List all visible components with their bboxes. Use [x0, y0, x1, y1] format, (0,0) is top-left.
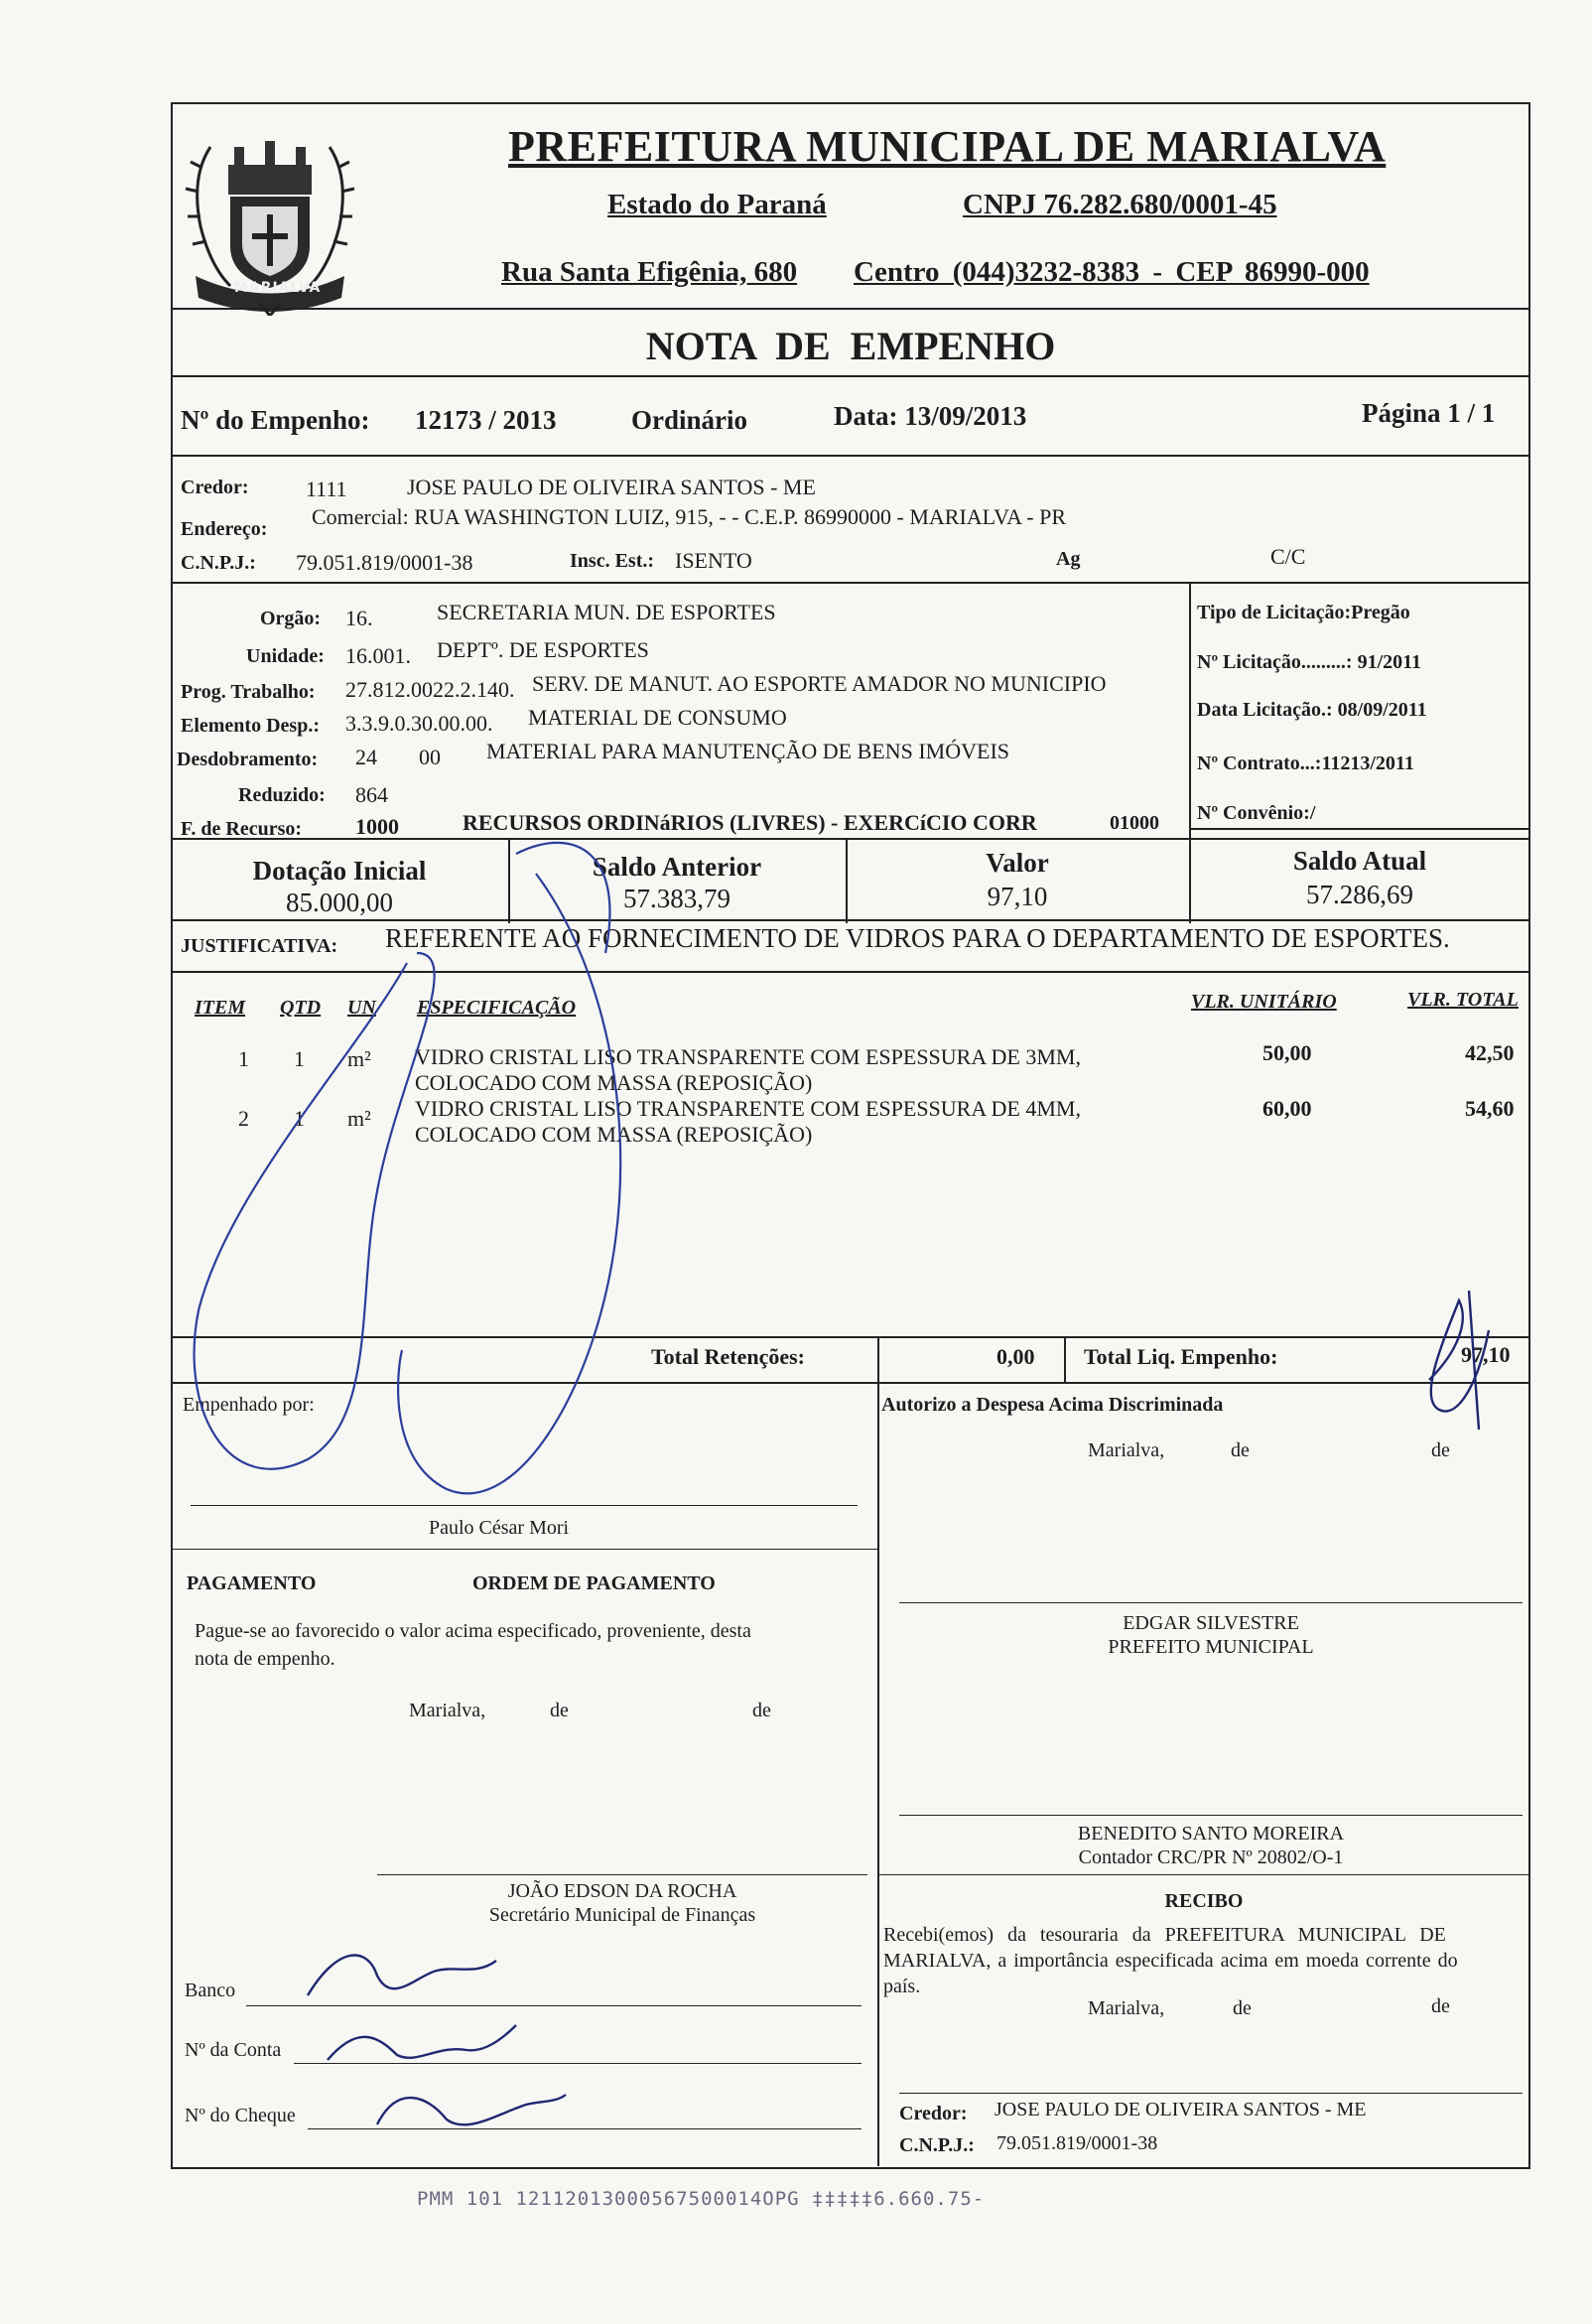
- row-item: 2: [238, 1106, 249, 1131]
- justificativa-text: REFERENTE AO FORNECIMENTO DE VIDROS PARA O DEPARTAMENTO DE ESPORTES.: [385, 923, 1450, 953]
- banco-label: Banco: [185, 1980, 236, 2001]
- pagamento-city: Marialva,: [409, 1700, 486, 1721]
- recibo-text-1: Recebi(emos) da tesouraria da PREFEITURA MUNICIPAL DE: [883, 1924, 1446, 1946]
- recibo-de-2: de: [1431, 1995, 1450, 2017]
- recurso-code: 1000: [355, 814, 399, 839]
- retencoes-label: Total Retenções:: [651, 1344, 805, 1369]
- secretario-name: JOÃO EDSON DA ROCHA: [507, 1880, 737, 1902]
- insc-label: Insc. Est.:: [570, 550, 655, 572]
- ag-label: Ag: [1056, 548, 1081, 570]
- contador-name: BENEDITO SANTO MOREIRA: [1077, 1823, 1345, 1845]
- recibo-text-2: MARIALVA, a importância especificada acima em moeda corrente do: [883, 1950, 1458, 1972]
- valor-label: Valor: [986, 848, 1049, 878]
- orgao-code: 16.: [345, 606, 373, 630]
- row-spec-line2: COLOCADO COM MASSA (REPOSIÇÃO): [415, 1122, 813, 1147]
- col-total-value: VLR. TOTAL: [1407, 989, 1519, 1011]
- row-spec-line2: COLOCADO COM MASSA (REPOSIÇÃO): [415, 1070, 813, 1095]
- retencoes-value: 0,00: [996, 1344, 1035, 1369]
- row-total-value: 42,50: [1465, 1040, 1515, 1065]
- pague-text-2: nota de empenho.: [195, 1648, 335, 1670]
- conta-label: Nº da Conta: [185, 2039, 282, 2061]
- liq-label: Total Liq. Empenho:: [1084, 1344, 1278, 1369]
- pagamento-de-2: de: [752, 1700, 771, 1721]
- orgao-name: SECRETARIA MUN. DE ESPORTES: [437, 600, 776, 624]
- row-qtd: 1: [294, 1106, 305, 1131]
- authorize-de-2: de: [1431, 1439, 1450, 1461]
- reduzido-value: 864: [355, 782, 388, 807]
- desdobramento-code: 24: [355, 745, 377, 769]
- numero-licitacao: Nº Licitação.........: 91/2011: [1197, 651, 1422, 673]
- authorize-city: Marialva,: [1088, 1439, 1165, 1461]
- empenhado-signer: Paulo César Mori: [429, 1517, 570, 1539]
- col-qtd: QTD: [280, 997, 322, 1019]
- valor-value: 97,10: [987, 882, 1048, 911]
- prog-label: Prog. Trabalho:: [181, 681, 316, 703]
- col-unit-value: VLR. UNITÁRIO: [1191, 991, 1337, 1013]
- unidade-name: DEPTº. DE ESPORTES: [437, 637, 649, 662]
- pague-text-1: Pague-se ao favorecido o valor acima especificado, proveniente, desta: [195, 1620, 751, 1642]
- pagamento-de-1: de: [550, 1700, 569, 1721]
- empenho-number: 12173 / 2013: [415, 405, 557, 435]
- crest-motto: MARIALVA: [234, 280, 322, 296]
- row-total-value: 54,60: [1465, 1096, 1515, 1121]
- autorizo-text: Autorizo a Despesa Acima Discriminada: [881, 1394, 1224, 1416]
- cnpj-label: C.N.P.J.:: [181, 552, 256, 574]
- page-number: Página 1 / 1: [1362, 398, 1496, 428]
- saldo-anterior-label: Saldo Anterior: [592, 852, 762, 882]
- empenhado-label: Empenhado por:: [183, 1394, 315, 1416]
- elemento-name: MATERIAL DE CONSUMO: [528, 705, 787, 730]
- numero-convenio: Nº Convênio:/: [1197, 802, 1316, 824]
- credor-label: Credor:: [181, 477, 249, 498]
- credor-address: Comercial: RUA WASHINGTON LUIZ, 915, - - C.E.P. 86990000 - MARIALVA - PR: [312, 504, 1067, 529]
- numero-contrato: Nº Contrato...:11213/2011: [1197, 752, 1414, 774]
- header-cnpj: CNPJ 76.282.680/0001-45: [963, 189, 1277, 220]
- row-spec-line1: VIDRO CRISTAL LISO TRANSPARENTE COM ESPESSURA DE 4MM,: [415, 1096, 1081, 1121]
- row-unit-value: 50,00: [1262, 1040, 1312, 1065]
- prog-name: SERV. DE MANUT. AO ESPORTE AMADOR NO MUNICIPIO: [532, 671, 1107, 696]
- row-un: m²: [347, 1046, 371, 1071]
- tipo-licitacao: Tipo de Licitação:Pregão: [1197, 602, 1410, 623]
- data-licitacao: Data Licitação.: 08/09/2011: [1197, 699, 1427, 721]
- row-unit-value: 60,00: [1262, 1096, 1312, 1121]
- secretario-title: Secretário Municipal de Finanças: [488, 1904, 756, 1926]
- desdobramento-label: Desdobramento:: [177, 749, 319, 770]
- recibo-cnpj-label: C.N.P.J.:: [899, 2134, 975, 2156]
- col-item: ITEM: [195, 997, 246, 1019]
- desdobramento-sub: 00: [419, 745, 441, 769]
- unidade-label: Unidade:: [246, 645, 325, 667]
- authorize-de-1: de: [1231, 1439, 1250, 1461]
- signature-icon: [308, 1291, 1489, 2124]
- dotacao-label: Dotação Inicial: [252, 856, 427, 886]
- recibo-credor-name: JOSE PAULO DE OLIVEIRA SANTOS - ME: [995, 2099, 1367, 2120]
- insc-value: ISENTO: [675, 548, 752, 573]
- ordem-pagamento-label: ORDEM DE PAGAMENTO: [472, 1572, 716, 1594]
- pagamento-label: PAGAMENTO: [187, 1572, 317, 1594]
- document-title: NOTA DE EMPENHO: [645, 324, 1056, 368]
- saldo-atual-value: 57.286,69: [1306, 880, 1413, 909]
- row-un: m²: [347, 1106, 371, 1131]
- saldo-atual-label: Saldo Atual: [1292, 846, 1427, 876]
- desdobramento-name: MATERIAL PARA MANUTENÇÃO DE BENS IMÓVEIS: [486, 739, 1010, 763]
- credor-code: 1111: [306, 477, 347, 501]
- empenho-date: Data: 13/09/2013: [834, 401, 1027, 431]
- contador-title: Contador CRC/PR Nº 20802/O-1: [1078, 1846, 1344, 1868]
- recibo-cnpj: 79.051.819/0001-38: [996, 2132, 1158, 2154]
- recurso-label: F. de Recurso:: [181, 818, 303, 840]
- row-item: 1: [238, 1046, 249, 1071]
- col-un: UN: [347, 997, 376, 1019]
- page-title: PREFEITURA MUNICIPAL DE MARIALVA: [508, 122, 1387, 171]
- empenho-type: Ordinário: [631, 405, 748, 435]
- orgao-label: Orgão:: [260, 608, 322, 629]
- elemento-label: Elemento Desp.:: [181, 715, 320, 737]
- cc-label: C/C: [1270, 544, 1306, 569]
- recibo-de-1: de: [1233, 1997, 1252, 2019]
- unidade-code: 16.001.: [345, 643, 411, 668]
- state-name: Estado do Paraná: [607, 189, 827, 220]
- col-spec: ESPECIFICAÇÃO: [417, 997, 577, 1019]
- pen-loop-icon: [195, 843, 621, 1493]
- prefeito-title: PREFEITO MUNICIPAL: [1108, 1636, 1314, 1658]
- street-address: Rua Santa Efigênia, 680: [501, 256, 798, 288]
- elemento-code: 3.3.9.0.30.00.00.: [345, 711, 493, 736]
- recibo-credor-label: Credor:: [899, 2103, 968, 2124]
- address-label: Endereço:: [181, 518, 268, 540]
- row-qtd: 1: [294, 1046, 305, 1071]
- liq-value: 97,10: [1461, 1342, 1511, 1367]
- district-phone-cep: Centro (044)3232-8383 - CEP 86990-000: [854, 256, 1370, 288]
- print-stamp: PMM 101 12112013000567500014OPG ‡‡‡‡‡6.660.75-: [417, 2188, 986, 2210]
- cheque-label: Nº do Cheque: [185, 2105, 296, 2126]
- credor-cnpj: 79.051.819/0001-38: [296, 550, 473, 575]
- reduzido-label: Reduzido:: [238, 784, 326, 806]
- prog-code: 27.812.0022.2.140.: [345, 677, 515, 702]
- recibo-city: Marialva,: [1088, 1997, 1165, 2019]
- saldo-anterior-value: 57.383,79: [623, 884, 730, 913]
- recibo-text-3: país.: [883, 1976, 921, 1997]
- empenho-number-label: Nº do Empenho:: [181, 405, 370, 435]
- dotacao-value: 85.000,00: [286, 888, 393, 917]
- row-spec-line1: VIDRO CRISTAL LISO TRANSPARENTE COM ESPESSURA DE 3MM,: [415, 1044, 1081, 1069]
- justificativa-label: JUSTIFICATIVA:: [181, 935, 338, 957]
- recibo-title: RECIBO: [1164, 1890, 1244, 1912]
- prefeito-name: EDGAR SILVESTRE: [1123, 1612, 1299, 1634]
- recurso-name: RECURSOS ORDINáRIOS (LIVRES) - EXERCíCIO CORR: [463, 810, 1037, 835]
- credor-name: JOSE PAULO DE OLIVEIRA SANTOS - ME: [407, 475, 816, 499]
- recurso-number: 01000: [1110, 812, 1159, 834]
